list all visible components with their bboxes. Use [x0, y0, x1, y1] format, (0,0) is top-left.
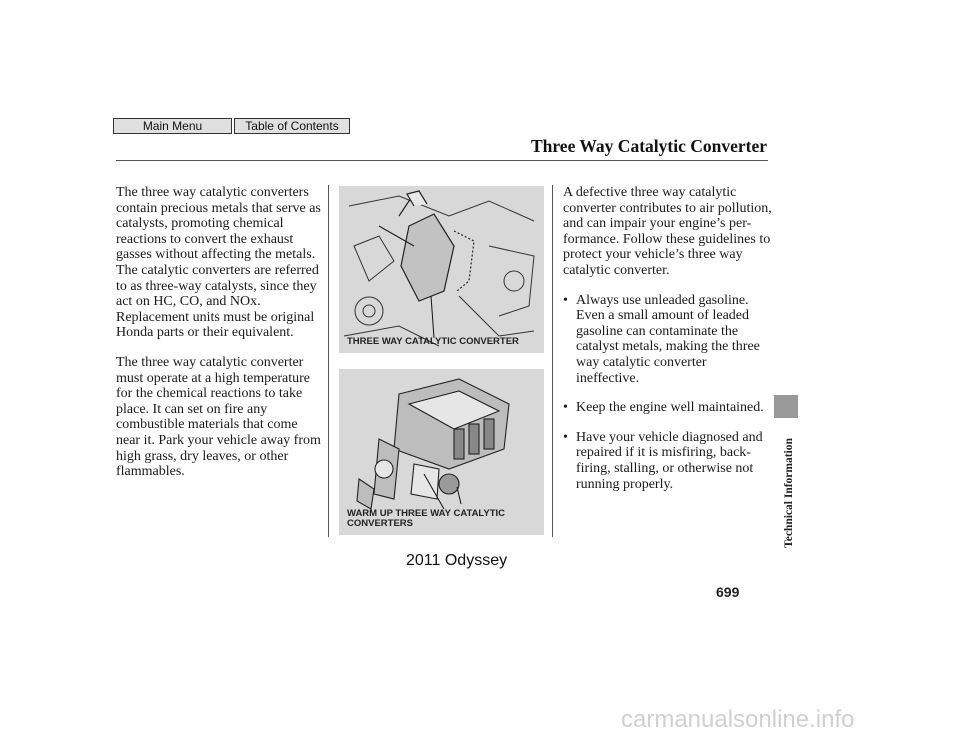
- figure-caption: WARM UP THREE WAY CATALYTIC CONVERTERS: [347, 508, 505, 529]
- right-column: [563, 185, 773, 492]
- main-menu-button[interactable]: Main Menu: [113, 118, 232, 134]
- left-column: [116, 185, 326, 480]
- bullet-item: • Keep the engine well maintained.: [563, 400, 773, 416]
- bullet-item: • Have your vehicle diagnosed and repaired if it is misfiring, back- firing, stalling, or otherwise not running properly.: [563, 430, 773, 492]
- temperature-paragraph: The three way catalytic converter must operate at a high temperature for the chemical reactions to take place. It can set on fire any combustible materials that come near it. Park your vehicle away from high grass, dry leaves, or other flammables.: [116, 354, 321, 480]
- watermark: carmanualsonline.info: [621, 706, 855, 733]
- title-divider: [116, 160, 768, 161]
- column-divider-left: [328, 185, 329, 537]
- catalytic-converter-illustration: [339, 186, 544, 353]
- figure-caption: THREE WAY CATALYTIC CONVERTER: [347, 336, 519, 347]
- bullet-item: • Always use unleaded gasoline. Even a small amount of leaded gasoline can contaminate the catalyst metals, making the three way catalytic converter ineffective.: [563, 293, 773, 387]
- page-title: Three Way Catalytic Converter: [530, 136, 767, 156]
- column-divider-right: [552, 185, 553, 537]
- catalytic-converter-figure: [339, 186, 544, 353]
- section-label: Technical Information: [783, 438, 795, 548]
- warm-up-converters-figure: [339, 369, 544, 535]
- intro-paragraph: The three way catalytic converters contain precious metals that serve as catalysts, promoting chemical reactions to convert the exhaust gasses without affecting the metals. The catalytic converters are referred to as three-way catalysts, since they act on HC, CO, and NOx. Replacement units must be original Honda parts or their equivalent.: [116, 185, 321, 341]
- section-tab-marker: [774, 395, 798, 418]
- page-number: 699: [716, 584, 740, 600]
- guidelines-paragraph: A defective three way catalytic converter contributes to air pollution, and can impair your engine’s per- formance. Follow these guidelines to protect your vehicle’s three way catalytic converter.: [563, 185, 772, 278]
- model-footer: 2011 Odyssey: [406, 552, 508, 569]
- table-of-contents-button[interactable]: Table of Contents: [234, 118, 350, 134]
